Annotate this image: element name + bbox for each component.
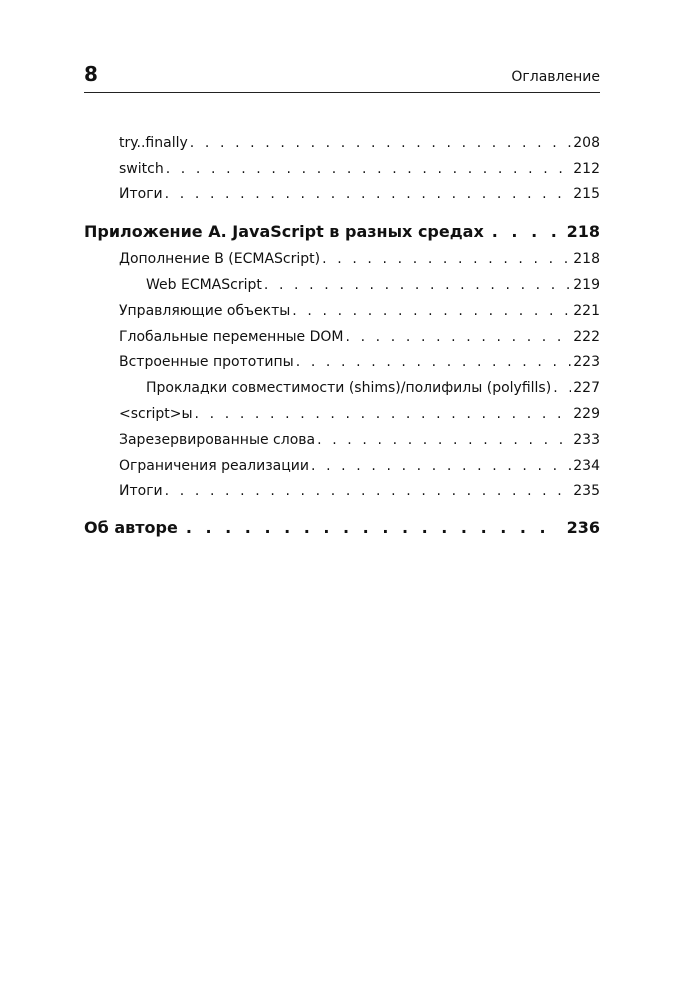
toc-entry-label: Итоги: [119, 186, 163, 202]
toc-entry-dom-globals[interactable]: [119, 327, 600, 347]
toc-entry-label: Web ECMAScript: [146, 277, 262, 293]
toc-entry-label: Встроенные прототипы: [119, 354, 294, 370]
dot-leader: [317, 430, 571, 450]
toc-entry-page: 218: [566, 222, 600, 241]
toc-entry-label: Ограничения реализации: [119, 458, 309, 474]
dot-leader: [165, 481, 572, 501]
toc-entry-label: Зарезервированные слова: [119, 432, 316, 448]
toc-entry-page: 218: [573, 251, 600, 267]
dot-leader: [553, 378, 571, 398]
dot-leader: [264, 275, 571, 295]
toc-entry-host-objects[interactable]: [119, 301, 600, 321]
page-header: [84, 60, 600, 93]
toc-entry-label: Глобальные переменные DOM: [119, 329, 344, 345]
dot-leader: [492, 221, 557, 243]
dot-leader: [345, 327, 571, 347]
toc-entry-implementation-limits[interactable]: [119, 456, 600, 476]
toc-entry-label: switch: [119, 161, 164, 177]
toc-entry-label: Управляющие объекты: [119, 303, 291, 319]
toc-entry-label: Об авторе: [84, 518, 178, 537]
toc-entry-page: 208: [573, 135, 600, 151]
toc-entry-try-finally[interactable]: [119, 133, 600, 153]
toc-entry-page: 212: [573, 161, 600, 177]
toc-entry-page: 221: [573, 303, 600, 319]
toc-entry-page: 233: [573, 432, 600, 448]
toc-entry-page: 223: [573, 354, 600, 370]
toc-entry-summary-2[interactable]: [119, 481, 600, 501]
toc-entry-page: 227: [573, 380, 600, 396]
toc-entry-page: 215: [573, 186, 600, 202]
dot-leader: [165, 184, 572, 204]
toc-entry-label: <script>ы: [119, 406, 193, 422]
dot-leader: [296, 352, 572, 372]
toc-entry-label: Итоги: [119, 483, 163, 499]
toc-entry-page: 219: [573, 277, 600, 293]
running-title: Оглавление: [511, 69, 600, 85]
dot-leader: [195, 404, 572, 424]
dot-leader: [322, 249, 571, 269]
toc-entry-label: Приложение А. JavaScript в разных средах: [84, 222, 484, 241]
toc-entry-native-prototypes[interactable]: [119, 352, 600, 372]
toc-entry-page: 235: [573, 483, 600, 499]
dot-leader: [190, 133, 571, 153]
toc-entry-label: Дополнение В (ECMAScript): [119, 251, 321, 267]
page-number: 8: [84, 62, 98, 86]
toc-entry-about-author[interactable]: [84, 517, 600, 539]
toc-entry-annex-b[interactable]: [119, 249, 600, 269]
dot-leader: [311, 456, 571, 476]
dot-leader: [292, 301, 571, 321]
dot-leader: [186, 517, 557, 539]
toc-entry-reserved-words[interactable]: [119, 430, 600, 450]
toc-entry-label: Прокладки совместимости (shims)/полифилы (polyfills): [146, 380, 552, 396]
toc-entry-switch[interactable]: [119, 159, 600, 179]
toc-entry-label: try..finally: [119, 135, 188, 151]
toc-entry-page: 234: [573, 458, 600, 474]
toc-entry-page: 222: [573, 329, 600, 345]
toc-entry-script-tags[interactable]: [119, 404, 600, 424]
toc-entry-shims-polyfills[interactable]: [146, 378, 600, 398]
toc-entry-page: 236: [566, 518, 600, 537]
toc-entry-web-ecmascript[interactable]: [146, 275, 600, 295]
dot-leader: [166, 159, 572, 179]
toc-entry-page: 229: [573, 406, 600, 422]
toc-entry-appendix-a[interactable]: [84, 221, 600, 243]
toc-entry-summary-1[interactable]: [119, 184, 600, 204]
